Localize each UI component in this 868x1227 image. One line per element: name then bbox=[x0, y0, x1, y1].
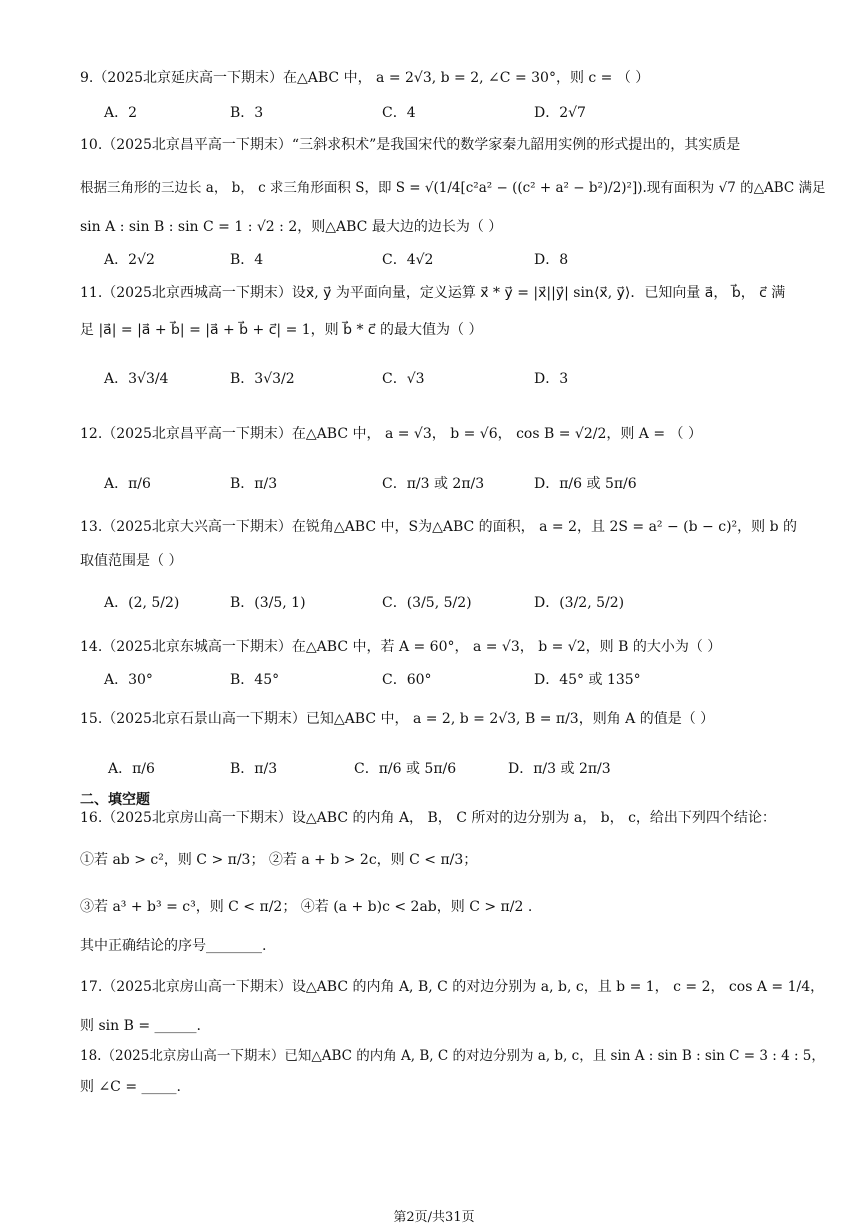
question-number: 12. bbox=[80, 426, 103, 442]
option-a: A．30° bbox=[104, 672, 153, 688]
question-source: （2025北京延庆高一下期末） bbox=[93, 70, 283, 86]
question-14 bbox=[80, 637, 721, 657]
question-source: （2025北京昌平高一下期末） bbox=[102, 426, 292, 442]
question-text: 在锐角△ABC 中，S为△ABC 的面积， a = 2，且 2S = a² − (b − c)²，则 b 的 bbox=[291, 519, 798, 535]
question-source: （2025北京石景山高一下期末） bbox=[102, 711, 306, 727]
question-text: “三斜求积术”是我国宋代的数学家秦九韶用实例的形式提出的，其实质是 bbox=[291, 137, 741, 153]
option-d: D．8 bbox=[534, 252, 569, 268]
option-b: B．π/3 bbox=[230, 476, 278, 492]
question-number: 9. bbox=[80, 70, 94, 86]
option-a: A．2 bbox=[104, 105, 138, 121]
question-text: 在△ABC 中， a = 2√3, b = 2, ∠C = 30°，则 c = （ ） bbox=[283, 70, 650, 86]
option-c: C．4 bbox=[382, 105, 416, 121]
option-d: D．45° 或 135° bbox=[534, 672, 641, 688]
question-number: 13. bbox=[80, 519, 103, 535]
answer-line: 则 ∠C = _____. bbox=[80, 1079, 181, 1095]
question-text-line: 根据三角形的三边长 a， b， c 求三角形面积 S，即 S = √(1/4[c²a² − ((c² + a² − b²)/2)²]).现有面积为 √7 的△ABC 满足 bbox=[80, 180, 826, 196]
option-c: C．4√2 bbox=[382, 252, 434, 268]
question-source: （2025北京昌平高一下期末） bbox=[102, 137, 292, 153]
option-b: B．4 bbox=[230, 252, 264, 268]
question-16 bbox=[80, 808, 776, 828]
question-number: 15. bbox=[80, 711, 103, 727]
answer-line: 则 sin B = ______. bbox=[80, 1018, 201, 1034]
question-text: 已知△ABC 中， a = 2, b = 2√3, B = π/3，则角 A 的值是（ ） bbox=[305, 711, 715, 727]
conclusion-line: ①若 ab > c²，则 C > π/3； ②若 a + b > 2c，则 C < π/3； bbox=[80, 852, 478, 868]
option-d: D．(3/2, 5/2) bbox=[534, 595, 625, 611]
question-number: 11. bbox=[80, 285, 103, 301]
option-d: D．π/6 或 5π/6 bbox=[534, 476, 637, 492]
question-text: 在△ABC 中，若 A = 60°， a = √3， b = √2，则 B 的大小为（ ） bbox=[291, 639, 722, 655]
answer-line: 其中正确结论的序号________. bbox=[80, 938, 267, 954]
option-b: B．(3/5, 1) bbox=[230, 595, 306, 611]
option-c: C．π/6 或 5π/6 bbox=[354, 761, 457, 777]
option-c: C．60° bbox=[382, 672, 432, 688]
option-a: A．π/6 bbox=[104, 476, 151, 492]
question-13 bbox=[80, 517, 797, 537]
question-text: 设△ABC 的内角 A， B， C 所对的边分别为 a， b， c，给出下列四个结论： bbox=[291, 810, 776, 826]
section-title: 二、填空题 bbox=[80, 792, 150, 808]
option-a: A．π/6 bbox=[108, 761, 155, 777]
question-18 bbox=[80, 1046, 825, 1066]
question-text-line: sin A : sin B : sin C = 1 : √2 : 2，则△ABC 最大边的边长为（ ） bbox=[80, 219, 503, 235]
page-footer: 第2页/共31页 bbox=[393, 1210, 475, 1225]
question-text: 在△ABC 中， a = √3， b = √6， cos B = √2/2，则 A = （ ） bbox=[291, 426, 702, 442]
question-number: 16. bbox=[80, 810, 103, 826]
question-12 bbox=[80, 424, 702, 444]
question-9 bbox=[80, 68, 649, 88]
option-c: C．√3 bbox=[382, 371, 425, 387]
option-b: B．π/3 bbox=[230, 761, 278, 777]
option-d: D．2√7 bbox=[534, 105, 586, 121]
question-text: 已知△ABC 的内角 A, B, C 的对边分别为 a, b, c，且 sin A : sin B : sin C = 3 : 4 : 5， bbox=[284, 1048, 825, 1064]
question-source: （2025北京东城高一下期末） bbox=[102, 639, 292, 655]
question-number: 18. bbox=[80, 1048, 102, 1064]
question-source: （2025北京房山高一下期末） bbox=[102, 810, 292, 826]
option-b: B．3 bbox=[230, 105, 264, 121]
question-source: （2025北京房山高一下期末） bbox=[102, 979, 292, 995]
question-source: （2025北京西城高一下期末） bbox=[102, 285, 292, 301]
question-text: 设x⃗, y⃗ 为平面向量，定义运算 x⃗ * y⃗ = |x⃗||y⃗| sin⟨x⃗, y⃗⟩．已知向量 a⃗， b⃗， c⃗ 满 bbox=[291, 285, 786, 301]
conclusion-line: ③若 a³ + b³ = c³，则 C < π/2； ④若 (a + b)c < 2ab，则 C > π/2 . bbox=[80, 899, 533, 915]
question-15 bbox=[80, 709, 714, 729]
option-b: B．45° bbox=[230, 672, 280, 688]
question-text: 设△ABC 的内角 A, B, C 的对边分别为 a, b, c，且 b = 1， c = 2， cos A = 1/4， bbox=[291, 979, 825, 995]
option-d: D．π/3 或 2π/3 bbox=[508, 761, 611, 777]
question-17 bbox=[80, 977, 824, 997]
question-source: （2025北京房山高一下期末） bbox=[101, 1048, 285, 1064]
question-text-line: 取值范围是（ ） bbox=[80, 553, 183, 569]
option-d: D．3 bbox=[534, 371, 569, 387]
question-10 bbox=[80, 135, 740, 155]
option-a: A．3√3/4 bbox=[104, 371, 169, 387]
option-a: A．(2, 5/2) bbox=[104, 595, 180, 611]
question-text-line: 足 |a⃗| = |a⃗ + b⃗| = |a⃗ + b⃗ + c⃗| = 1，则 b⃗ * c⃗ 的最大值为（ ） bbox=[80, 322, 483, 338]
option-c: C．π/3 或 2π/3 bbox=[382, 476, 485, 492]
question-number: 17. bbox=[80, 979, 103, 995]
option-a: A．2√2 bbox=[104, 252, 155, 268]
question-source: （2025北京大兴高一下期末） bbox=[102, 519, 292, 535]
option-b: B．3√3/2 bbox=[230, 371, 295, 387]
question-11 bbox=[80, 283, 785, 303]
question-number: 10. bbox=[80, 137, 103, 153]
option-c: C．(3/5, 5/2) bbox=[382, 595, 472, 611]
question-number: 14. bbox=[80, 639, 103, 655]
